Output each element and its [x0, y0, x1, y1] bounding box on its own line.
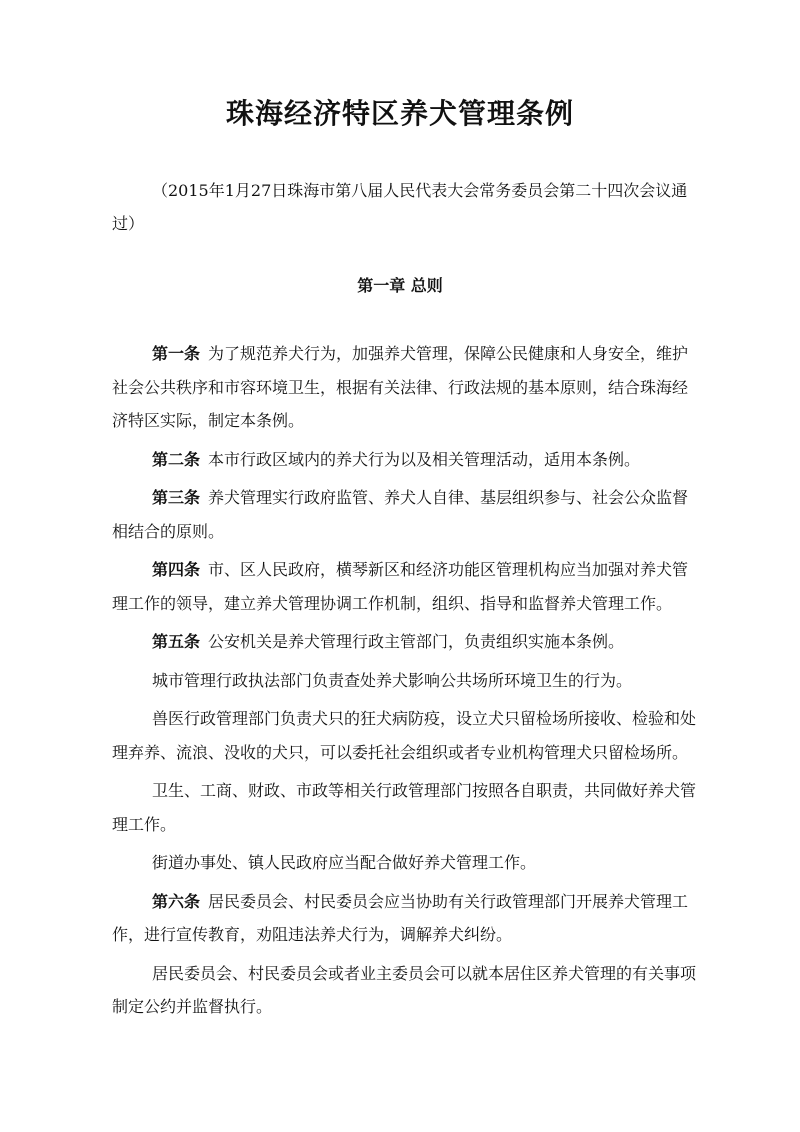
article-paragraph [112, 337, 696, 438]
article-text: 为了规范养犬行为，加强养犬管理，保障公民健康和人身安全，维护社会公共秩序和市容环境卫生，根据有关法律、行政法规的基本原则，结合珠海经济特区实际，制定本条例。 [112, 344, 689, 430]
article-text: 本市行政区域内的养犬行为以及相关管理活动，适用本条例。 [208, 449, 641, 469]
article-paragraph [112, 553, 696, 620]
article-text: 城市管理行政执法部门负责查处养犬影响公共场所环境卫生的行为。 [152, 670, 633, 690]
article-paragraph [112, 846, 696, 880]
article-label: 第三条 [152, 488, 201, 507]
article-label: 第五条 [152, 632, 201, 651]
document-title: 珠海经济特区养犬管理条例 [225, 97, 574, 130]
article-body [112, 337, 696, 1029]
article-paragraph [112, 702, 696, 769]
article-label: 第六条 [152, 891, 201, 911]
article-paragraph [112, 885, 696, 952]
article-paragraph [112, 481, 696, 548]
article-text: 兽医行政管理部门负责犬只的狂犬病防疫，设立犬只留检场所接收、检验和处理弃养、流浪、没收的犬只，可以委托社会组织或者专业机构管理犬只留检场所。 [112, 709, 697, 762]
adoption-note: （2015年1月27日珠海市第八届人民代表大会常务委员会第二十四次会议通过） [112, 181, 688, 233]
article-paragraph [112, 443, 696, 477]
article-paragraph [112, 957, 696, 1024]
article-paragraph [112, 625, 696, 659]
chapter-heading: 第一章 总则 [357, 276, 443, 295]
article-paragraph [112, 664, 696, 698]
article-text: 居民委员会、村民委员会应当协助有关行政管理部门开展养犬管理工作，进行宣传教育，劝阻违法养犬行为，调解养犬纠纷。 [112, 891, 689, 944]
article-text: 养犬管理实行政府监管、养犬人自律、基层组织参与、社会公众监督相结合的原则。 [112, 488, 689, 541]
article-label: 第一条 [152, 344, 201, 363]
article-label: 第四条 [152, 560, 201, 579]
article-paragraph [112, 774, 696, 841]
article-text: 公安机关是养犬管理行政主管部门，负责组织实施本条例。 [208, 632, 625, 651]
article-text: 居民委员会、村民委员会或者业主委员会可以就本居住区养犬管理的有关事项制定公约并监督执行。 [112, 963, 697, 1016]
article-text: 卫生、工商、财政、市政等相关行政管理部门按照各自职责，共同做好养犬管理工作。 [112, 781, 697, 834]
article-label: 第二条 [152, 449, 201, 469]
article-text: 市、区人民政府，横琴新区和经济功能区管理机构应当加强对养犬管理工作的领导，建立养犬管理协调工作机制，组织、指导和监督养犬管理工作。 [112, 560, 689, 613]
article-text: 街道办事处、镇人民政府应当配合做好养犬管理工作。 [152, 853, 537, 872]
